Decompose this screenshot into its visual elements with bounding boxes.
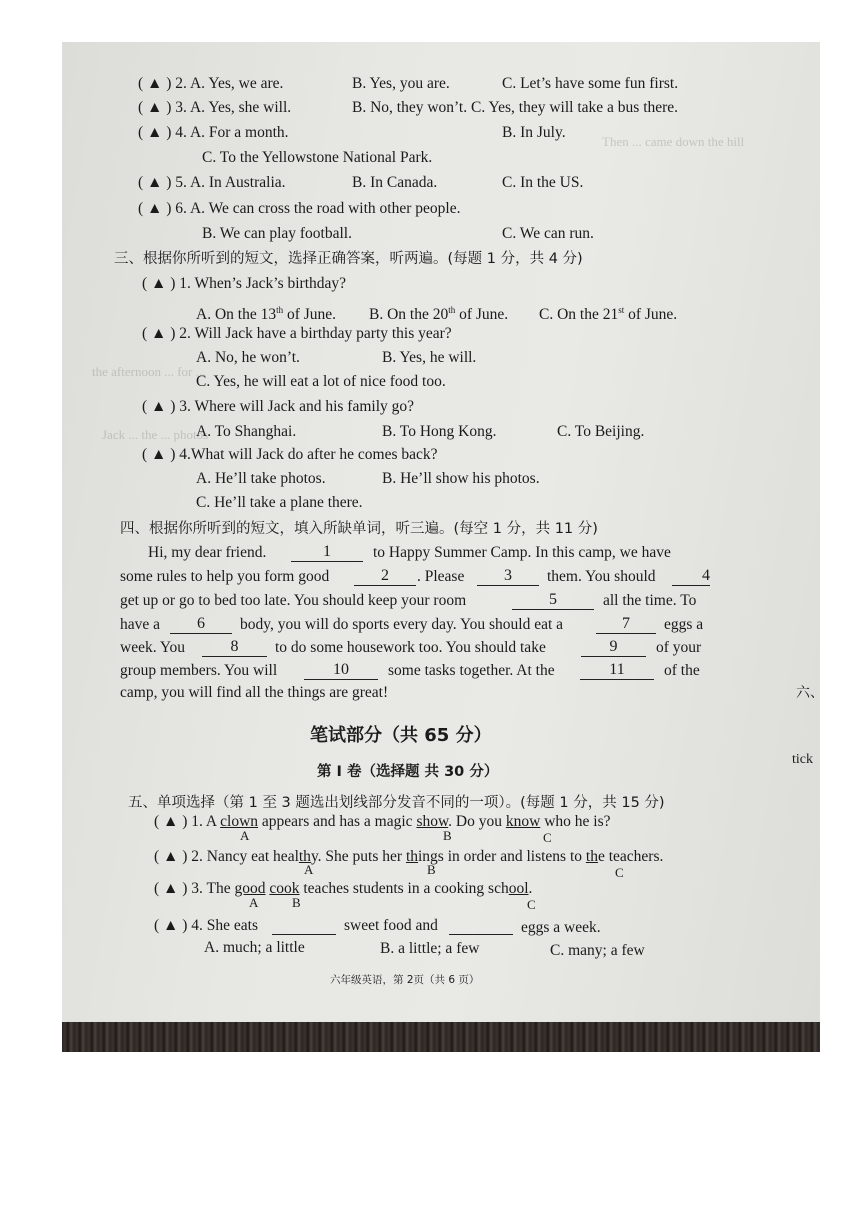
- s5-q3-label-b: B: [292, 895, 301, 910]
- bleed-through-text: the afternoon ... for ...: [92, 364, 206, 379]
- s5-q4-stem-a: ( ▲ ) 4. She eats: [154, 917, 259, 934]
- passage-line-6c: of the: [664, 662, 700, 679]
- blank-6[interactable]: 6: [170, 615, 232, 634]
- s3-q3-stem: ( ▲ ) 3. Where will Jack and his family go?: [142, 398, 415, 415]
- exam-page-photo: [62, 42, 824, 1052]
- s5-q4-b: B. a little; a few: [380, 940, 480, 957]
- edge-fragment-tick: tick: [792, 752, 813, 767]
- s5-q3-label-a: A: [249, 895, 259, 910]
- q2-2-c: C. Let’s have some fun first.: [502, 75, 679, 92]
- passage-line-4c: eggs a: [664, 616, 704, 633]
- q2-6: ( ▲ ) 6. A. We can cross the road with other people.: [138, 200, 461, 217]
- passage-line-4: have a: [120, 616, 161, 633]
- blank-2[interactable]: 2: [354, 567, 416, 586]
- s3-q2-stem: ( ▲ ) 2. Will Jack have a birthday party this year?: [142, 325, 452, 342]
- passage-line-5b: to do some housework too. You should take: [275, 639, 546, 656]
- q2-6-b: B. We can play football.: [202, 225, 352, 242]
- s3-q4-a: A. He’ll take photos.: [196, 470, 326, 487]
- s5-q4-blank-2[interactable]: [449, 916, 513, 935]
- passage-line-2c: them. You should: [547, 568, 656, 585]
- s3-q1-a: A. On the 13th of June.: [196, 305, 337, 324]
- section3-heading: 三、根据你所听到的短文，选择正确答案，听两遍。(每题 1 分，共 4 分): [114, 251, 583, 267]
- s5-q1-label-b: B: [443, 828, 452, 843]
- s3-q1-c: C. On the 21st of June.: [539, 305, 678, 324]
- passage-line-5c: of your: [656, 639, 702, 656]
- s5-q4-a: A. much; a little: [204, 939, 305, 956]
- written-part-title: 笔试部分（共 65 分）: [310, 725, 492, 746]
- q2-5-c: C. In the US.: [502, 174, 584, 191]
- passage-line-3b: all the time. To: [603, 592, 697, 609]
- page-footer: 六年级英语，第 2页（共 6 页）: [330, 974, 480, 986]
- s3-q3-c: C. To Beijing.: [557, 423, 645, 440]
- s5-q4-stem-b: sweet food and: [344, 917, 438, 934]
- passage-line-1b: to Happy Summer Camp. In this camp, we have: [373, 544, 671, 561]
- s3-q4-stem: ( ▲ ) 4.What will Jack do after he comes back?: [142, 446, 438, 463]
- passage-line-7: camp, you will find all the things are great!: [120, 684, 389, 701]
- volume-one-subtitle: 第 I 卷（选择题 共 30 分）: [317, 764, 499, 780]
- desk-edge-strip: [62, 1022, 820, 1052]
- q2-5: ( ▲ ) 5. A. In Australia.: [138, 174, 286, 191]
- passage-line-6: group members. You will: [120, 662, 278, 679]
- q2-2-b: B. Yes, you are.: [352, 75, 450, 92]
- s5-q1-label-a: A: [240, 828, 250, 843]
- s5-q2-label-b: B: [427, 862, 436, 877]
- q2-6-c: C. We can run.: [502, 225, 594, 242]
- s5-q2-label-c: C: [615, 865, 624, 880]
- q2-4: ( ▲ ) 4. A. For a month.: [138, 124, 289, 141]
- blank-5[interactable]: 5: [512, 591, 594, 610]
- q2-4-b: B. In July.: [502, 124, 566, 141]
- q2-5-b: B. In Canada.: [352, 174, 438, 191]
- q2-4-c: C. To the Yellowstone National Park.: [202, 149, 433, 166]
- blank-8[interactable]: 8: [202, 638, 267, 657]
- s5-q2: ( ▲ ) 2. Nancy eat healthy. She puts her things in order and listens to the teachers.: [154, 848, 664, 865]
- s5-q2-label-a: A: [304, 862, 314, 877]
- passage-line-2: some rules to help you form good: [120, 568, 330, 585]
- blank-7[interactable]: 7: [596, 615, 656, 634]
- s3-q1-stem: ( ▲ ) 1. When’s Jack’s birthday?: [142, 275, 347, 292]
- blank-11[interactable]: 11: [580, 661, 654, 680]
- passage-line-4b: body, you will do sports every day. You should eat a: [240, 616, 564, 633]
- blank-4[interactable]: 4: [672, 567, 710, 586]
- s5-q1: ( ▲ ) 1. A clown appears and has a magic show. Do you know who he is?: [154, 813, 611, 830]
- q2-2: ( ▲ ) 2. A. Yes, we are.: [138, 75, 284, 92]
- s3-q1-b: B. On the 20th of June.: [369, 305, 509, 324]
- passage-line-2b: . Please: [417, 568, 465, 585]
- s3-q2-a: A. No, he won’t.: [196, 349, 300, 366]
- s5-q4-blank-1[interactable]: [272, 916, 336, 935]
- bleed-through-text: Then ... came down the hill: [602, 134, 745, 149]
- blank-9[interactable]: 9: [581, 638, 646, 657]
- s3-q3-b: B. To Hong Kong.: [382, 423, 497, 440]
- section4-heading: 四、根据你所听到的短文，填入所缺单词，听三遍。(每空 1 分，共 11 分): [120, 521, 598, 537]
- s3-q3-a: A. To Shanghai.: [196, 423, 297, 440]
- s3-q4-b: B. He’ll show his photos.: [382, 470, 540, 487]
- passage-line-3: get up or go to bed too late. You should keep your room: [120, 592, 467, 609]
- s3-q2-c: C. Yes, he will eat a lot of nice food too.: [196, 373, 446, 390]
- q2-3: ( ▲ ) 3. A. Yes, she will.: [138, 99, 292, 116]
- blank-10[interactable]: 10: [304, 661, 378, 680]
- s5-q4-stem-c: eggs a week.: [521, 919, 601, 936]
- blank-1[interactable]: 1: [291, 543, 363, 562]
- passage-line-5: week. You: [120, 639, 186, 656]
- section5-heading: 五、单项选择（第 1 至 3 题选出划线部分发音不同的一项）。(每题 1 分，共 15 分): [128, 795, 665, 811]
- s3-q2-b: B. Yes, he will.: [382, 349, 477, 366]
- s5-q3-label-c: C: [527, 897, 536, 912]
- s5-q1-label-c: C: [543, 830, 552, 845]
- passage-line-6b: some tasks together. At the: [388, 662, 555, 679]
- bleed-through-text: Jack ... the ... photos: [102, 427, 209, 442]
- edge-section-six: 六、: [796, 685, 824, 701]
- q2-3-bc: B. No, they won’t. C. Yes, they will take a bus there.: [352, 99, 679, 116]
- s5-q3: ( ▲ ) 3. The good cook teaches students in a cooking school.: [154, 880, 533, 897]
- passage-line-1: Hi, my dear friend.: [148, 544, 267, 561]
- blank-3[interactable]: 3: [477, 567, 539, 586]
- s5-q4-c: C. many; a few: [550, 942, 645, 959]
- s3-q4-c: C. He’ll take a plane there.: [196, 494, 363, 511]
